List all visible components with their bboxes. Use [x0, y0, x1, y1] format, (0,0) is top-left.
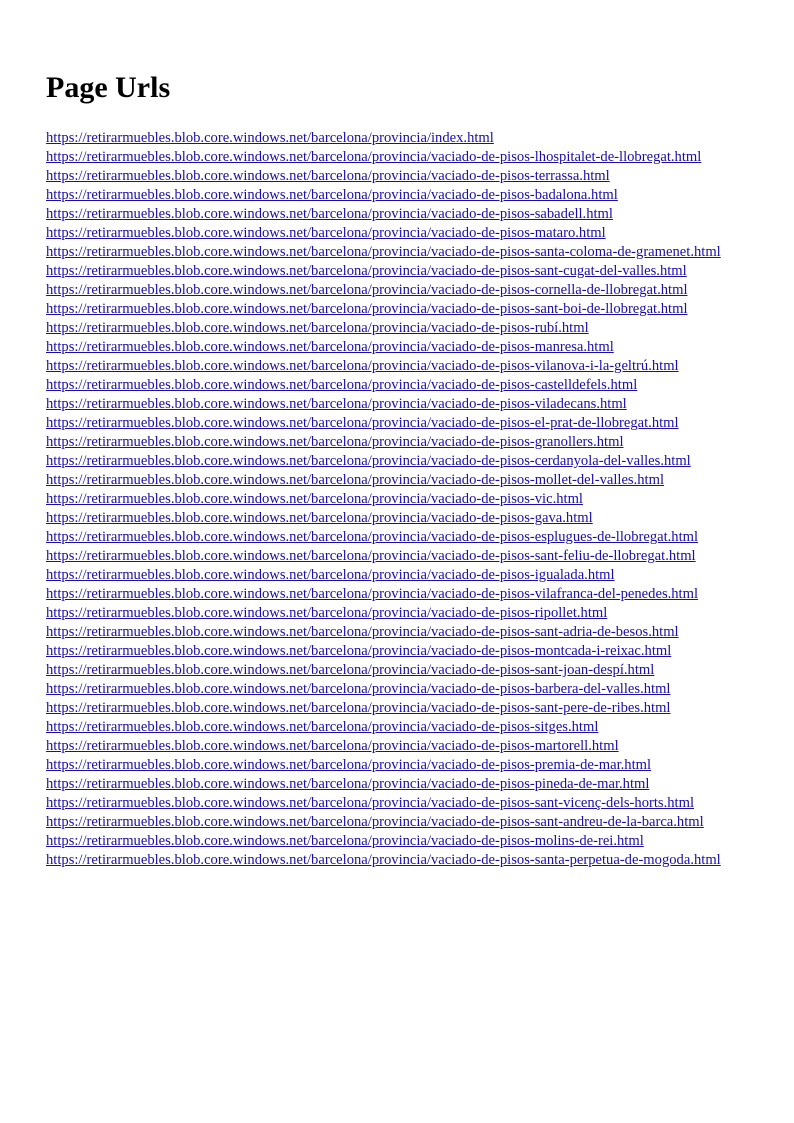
list-item — [46, 281, 752, 300]
url-link[interactable]: https://retirarmuebles.blob.core.windows.net/barcelona/provincia/vaciado-de-pisos-martorell.html — [46, 738, 619, 754]
url-link[interactable]: https://retirarmuebles.blob.core.windows.net/barcelona/provincia/vaciado-de-pisos-igualada.html — [46, 567, 615, 583]
url-link[interactable]: https://retirarmuebles.blob.core.windows.net/barcelona/provincia/vaciado-de-pisos-vilanova-i-la-geltrú.html — [46, 358, 679, 374]
list-item — [46, 699, 752, 718]
list-item — [46, 604, 752, 623]
list-item — [46, 642, 752, 661]
list-item — [46, 167, 752, 186]
list-item — [46, 623, 752, 642]
url-link[interactable]: https://retirarmuebles.blob.core.windows.net/barcelona/provincia/vaciado-de-pisos-sant-pere-de-ribes.html — [46, 700, 671, 716]
url-link[interactable]: https://retirarmuebles.blob.core.windows.net/barcelona/provincia/vaciado-de-pisos-esplugues-de-llobregat.html — [46, 529, 699, 545]
list-item — [46, 528, 752, 547]
list-item — [46, 737, 752, 756]
list-item — [46, 661, 752, 680]
url-link[interactable]: https://retirarmuebles.blob.core.windows.net/barcelona/provincia/vaciado-de-pisos-santa-perpetua-de-mogoda.html — [46, 852, 721, 868]
url-link[interactable]: https://retirarmuebles.blob.core.windows.net/barcelona/provincia/vaciado-de-pisos-vic.html — [46, 491, 583, 507]
list-item — [46, 718, 752, 737]
url-link[interactable]: https://retirarmuebles.blob.core.windows.net/barcelona/provincia/vaciado-de-pisos-manresa.html — [46, 339, 614, 355]
url-link[interactable]: https://retirarmuebles.blob.core.windows.net/barcelona/provincia/vaciado-de-pisos-ripollet.html — [46, 605, 608, 621]
list-item — [46, 490, 752, 509]
url-list — [46, 129, 752, 870]
list-item — [46, 414, 752, 433]
url-link[interactable]: https://retirarmuebles.blob.core.windows.net/barcelona/provincia/vaciado-de-pisos-santa-coloma-de-gramenet.html — [46, 244, 721, 260]
list-item — [46, 452, 752, 471]
url-link[interactable]: https://retirarmuebles.blob.core.windows.net/barcelona/provincia/vaciado-de-pisos-cerdanyola-del-valles.html — [46, 453, 691, 469]
list-item — [46, 395, 752, 414]
list-item — [46, 585, 752, 604]
url-link[interactable]: https://retirarmuebles.blob.core.windows.net/barcelona/provincia/vaciado-de-pisos-terrassa.html — [46, 168, 610, 184]
list-item — [46, 566, 752, 585]
list-item — [46, 148, 752, 167]
list-item — [46, 186, 752, 205]
url-link[interactable]: https://retirarmuebles.blob.core.windows.net/barcelona/provincia/index.html — [46, 130, 494, 146]
url-link[interactable]: https://retirarmuebles.blob.core.windows.net/barcelona/provincia/vaciado-de-pisos-molins-de-rei.html — [46, 833, 644, 849]
list-item — [46, 832, 752, 851]
url-link[interactable]: https://retirarmuebles.blob.core.windows.net/barcelona/provincia/vaciado-de-pisos-sant-feliu-de-llobregat.html — [46, 548, 696, 564]
list-item — [46, 509, 752, 528]
list-item — [46, 224, 752, 243]
list-item — [46, 243, 752, 262]
url-link[interactable]: https://retirarmuebles.blob.core.windows.net/barcelona/provincia/vaciado-de-pisos-badalona.html — [46, 187, 618, 203]
url-link[interactable]: https://retirarmuebles.blob.core.windows.net/barcelona/provincia/vaciado-de-pisos-sant-cugat-del-valles.html — [46, 263, 687, 279]
url-link[interactable]: https://retirarmuebles.blob.core.windows.net/barcelona/provincia/vaciado-de-pisos-sant-boi-de-llobregat.html — [46, 301, 688, 317]
url-link[interactable]: https://retirarmuebles.blob.core.windows.net/barcelona/provincia/vaciado-de-pisos-mollet-del-valles.html — [46, 472, 665, 488]
list-item — [46, 775, 752, 794]
url-link[interactable]: https://retirarmuebles.blob.core.windows.net/barcelona/provincia/vaciado-de-pisos-sant-joan-despí.html — [46, 662, 655, 678]
url-link[interactable]: https://retirarmuebles.blob.core.windows.net/barcelona/provincia/vaciado-de-pisos-castelldefels.html — [46, 377, 638, 393]
url-link[interactable]: https://retirarmuebles.blob.core.windows.net/barcelona/provincia/vaciado-de-pisos-barbera-del-valles.html — [46, 681, 671, 697]
url-link[interactable]: https://retirarmuebles.blob.core.windows.net/barcelona/provincia/vaciado-de-pisos-vilafranca-del-penedes.html — [46, 586, 699, 602]
url-link[interactable]: https://retirarmuebles.blob.core.windows.net/barcelona/provincia/vaciado-de-pisos-sant-vicenç-dels-horts.html — [46, 795, 695, 811]
list-item — [46, 357, 752, 376]
list-item — [46, 794, 752, 813]
url-link[interactable]: https://retirarmuebles.blob.core.windows.net/barcelona/provincia/vaciado-de-pisos-el-prat-de-llobregat.html — [46, 415, 679, 431]
url-link[interactable]: https://retirarmuebles.blob.core.windows.net/barcelona/provincia/vaciado-de-pisos-pineda-de-mar.html — [46, 776, 650, 792]
url-link[interactable]: https://retirarmuebles.blob.core.windows.net/barcelona/provincia/vaciado-de-pisos-lhospitalet-de-llobregat.html — [46, 149, 702, 165]
url-link[interactable]: https://retirarmuebles.blob.core.windows.net/barcelona/provincia/vaciado-de-pisos-sitges.html — [46, 719, 599, 735]
list-item — [46, 262, 752, 281]
url-link[interactable]: https://retirarmuebles.blob.core.windows.net/barcelona/provincia/vaciado-de-pisos-rubí.html — [46, 320, 589, 336]
list-item — [46, 376, 752, 395]
url-link[interactable]: https://retirarmuebles.blob.core.windows.net/barcelona/provincia/vaciado-de-pisos-cornella-de-llobregat.html — [46, 282, 688, 298]
list-item — [46, 851, 752, 870]
list-item — [46, 433, 752, 452]
url-link[interactable]: https://retirarmuebles.blob.core.windows.net/barcelona/provincia/vaciado-de-pisos-sant-andreu-de-la-barca.html — [46, 814, 704, 830]
list-item — [46, 813, 752, 832]
list-item — [46, 756, 752, 775]
list-item — [46, 547, 752, 566]
url-link[interactable]: https://retirarmuebles.blob.core.windows.net/barcelona/provincia/vaciado-de-pisos-mataro.html — [46, 225, 606, 241]
url-link[interactable]: https://retirarmuebles.blob.core.windows.net/barcelona/provincia/vaciado-de-pisos-viladecans.html — [46, 396, 627, 412]
list-item — [46, 129, 752, 148]
url-link[interactable]: https://retirarmuebles.blob.core.windows.net/barcelona/provincia/vaciado-de-pisos-montcada-i-reixac.html — [46, 643, 672, 659]
list-item — [46, 300, 752, 319]
page-title: Page Urls — [46, 71, 171, 104]
list-item — [46, 680, 752, 699]
list-item — [46, 319, 752, 338]
url-link[interactable]: https://retirarmuebles.blob.core.windows.net/barcelona/provincia/vaciado-de-pisos-premia-de-mar.html — [46, 757, 652, 773]
list-item — [46, 205, 752, 224]
list-item — [46, 338, 752, 357]
list-item — [46, 471, 752, 490]
url-link[interactable]: https://retirarmuebles.blob.core.windows.net/barcelona/provincia/vaciado-de-pisos-sant-adria-de-besos.html — [46, 624, 679, 640]
url-link[interactable]: https://retirarmuebles.blob.core.windows.net/barcelona/provincia/vaciado-de-pisos-granollers.html — [46, 434, 624, 450]
url-link[interactable]: https://retirarmuebles.blob.core.windows.net/barcelona/provincia/vaciado-de-pisos-sabadell.html — [46, 206, 613, 222]
page — [46, 0, 752, 886]
url-link[interactable]: https://retirarmuebles.blob.core.windows.net/barcelona/provincia/vaciado-de-pisos-gava.html — [46, 510, 593, 526]
